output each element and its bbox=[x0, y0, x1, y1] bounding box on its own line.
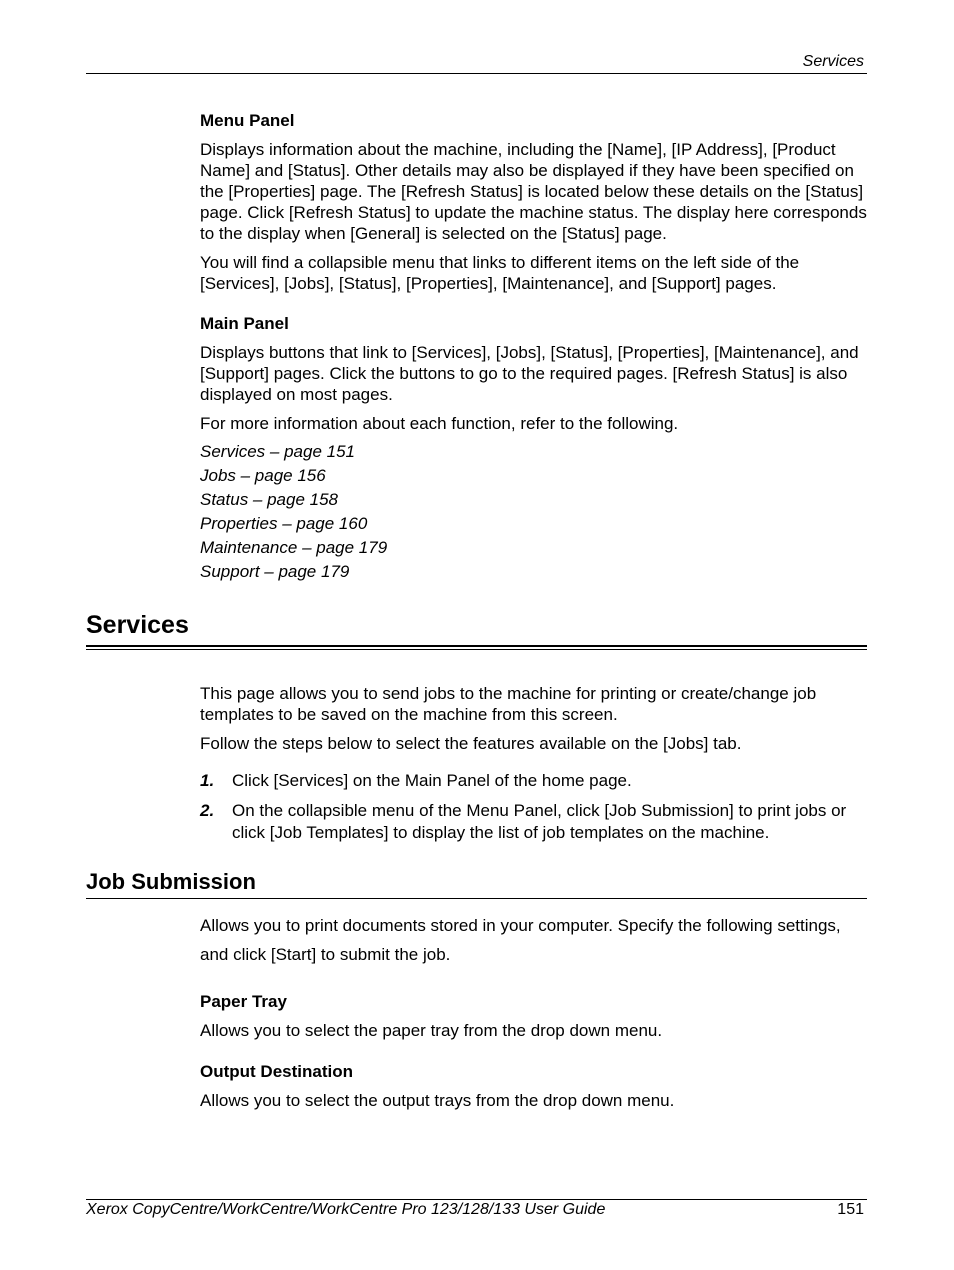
reference-link-services[interactable]: Services – page 151 bbox=[200, 442, 355, 461]
reference-link-support[interactable]: Support – page 179 bbox=[200, 562, 350, 581]
main-panel-heading: Main Panel bbox=[200, 314, 289, 333]
main-panel-refer-note: For more information about each function, refer to the following. bbox=[200, 414, 679, 433]
menu-panel-heading: Menu Panel bbox=[200, 111, 295, 130]
reference-link-properties[interactable]: Properties – page 160 bbox=[200, 514, 368, 533]
step-text: Click [Services] on the Main Panel of the home page. bbox=[232, 771, 632, 790]
services-title-rule bbox=[86, 645, 867, 650]
paper-tray-heading: Paper Tray bbox=[200, 992, 287, 1011]
footer-divider bbox=[86, 1199, 867, 1200]
menu-panel-collapsible-note: You will find a collapsible menu that links to different items on the left side of the [Services], [Jobs], [Status], [Properties], [Maintenance], and [Support] pages. bbox=[200, 253, 800, 293]
reference-link-status[interactable]: Status – page 158 bbox=[200, 490, 339, 509]
services-section-title: Services bbox=[86, 611, 189, 639]
reference-link-jobs[interactable]: Jobs – page 156 bbox=[200, 466, 326, 485]
services-intro-block bbox=[200, 683, 868, 754]
header-divider bbox=[86, 73, 867, 74]
reference-link-maintenance[interactable]: Maintenance – page 179 bbox=[200, 538, 388, 557]
step-text: On the collapsible menu of the Menu Panel, click [Job Submission] to print jobs or click [Job Templates] to display the list of job templates on the machine. bbox=[232, 801, 847, 842]
output-destination-description: Allows you to select the output trays from the drop down menu. bbox=[200, 1091, 675, 1110]
job-submission-title: Job Submission bbox=[86, 869, 256, 894]
output-destination-heading: Output Destination bbox=[200, 1062, 353, 1081]
job-submission-block bbox=[200, 911, 868, 1111]
step-number: 2. bbox=[200, 801, 215, 820]
services-intro-paragraph: This page allows you to send jobs to the machine for printing or create/change job templates to be saved on the machine from this screen. bbox=[200, 684, 817, 724]
services-steps-intro: Follow the steps below to select the features available on the [Jobs] tab. bbox=[200, 734, 742, 753]
job-submission-rule bbox=[86, 898, 867, 899]
step-number: 1. bbox=[200, 771, 215, 790]
footer-page-number: 151 bbox=[837, 1201, 864, 1218]
footer-guide-title: Xerox CopyCentre/WorkCentre/WorkCentre Pro 123/128/133 User Guide bbox=[86, 1201, 606, 1218]
main-panel-description: Displays buttons that link to [Services], [Jobs], [Status], [Properties], [Maintenance], and [Support] pages. Click the buttons to go to the required pages. [Refresh Status] is also displayed on most pages. bbox=[200, 343, 859, 404]
menu-panel-description: Displays information about the machine, including the [Name], [IP Address], [Product Name] and [Status]. Other details may also be displayed if they have been specified on the [Properties] page. The [Refresh Status] is located below these details on the [Status] page. Click [Refresh Status] to update the machine status. The display here corresponds to the display when [General] is selected on the [Status] page. bbox=[200, 140, 867, 243]
running-header: Services bbox=[802, 53, 864, 70]
job-submission-intro: Allows you to print documents stored in your computer. Specify the following settings, and click [Start] to submit the job. bbox=[200, 916, 841, 964]
main-panel-block bbox=[200, 313, 868, 434]
paper-tray-description: Allows you to select the paper tray from the drop down menu. bbox=[200, 1021, 663, 1040]
menu-panel-block bbox=[200, 110, 868, 294]
reference-list bbox=[200, 440, 868, 584]
